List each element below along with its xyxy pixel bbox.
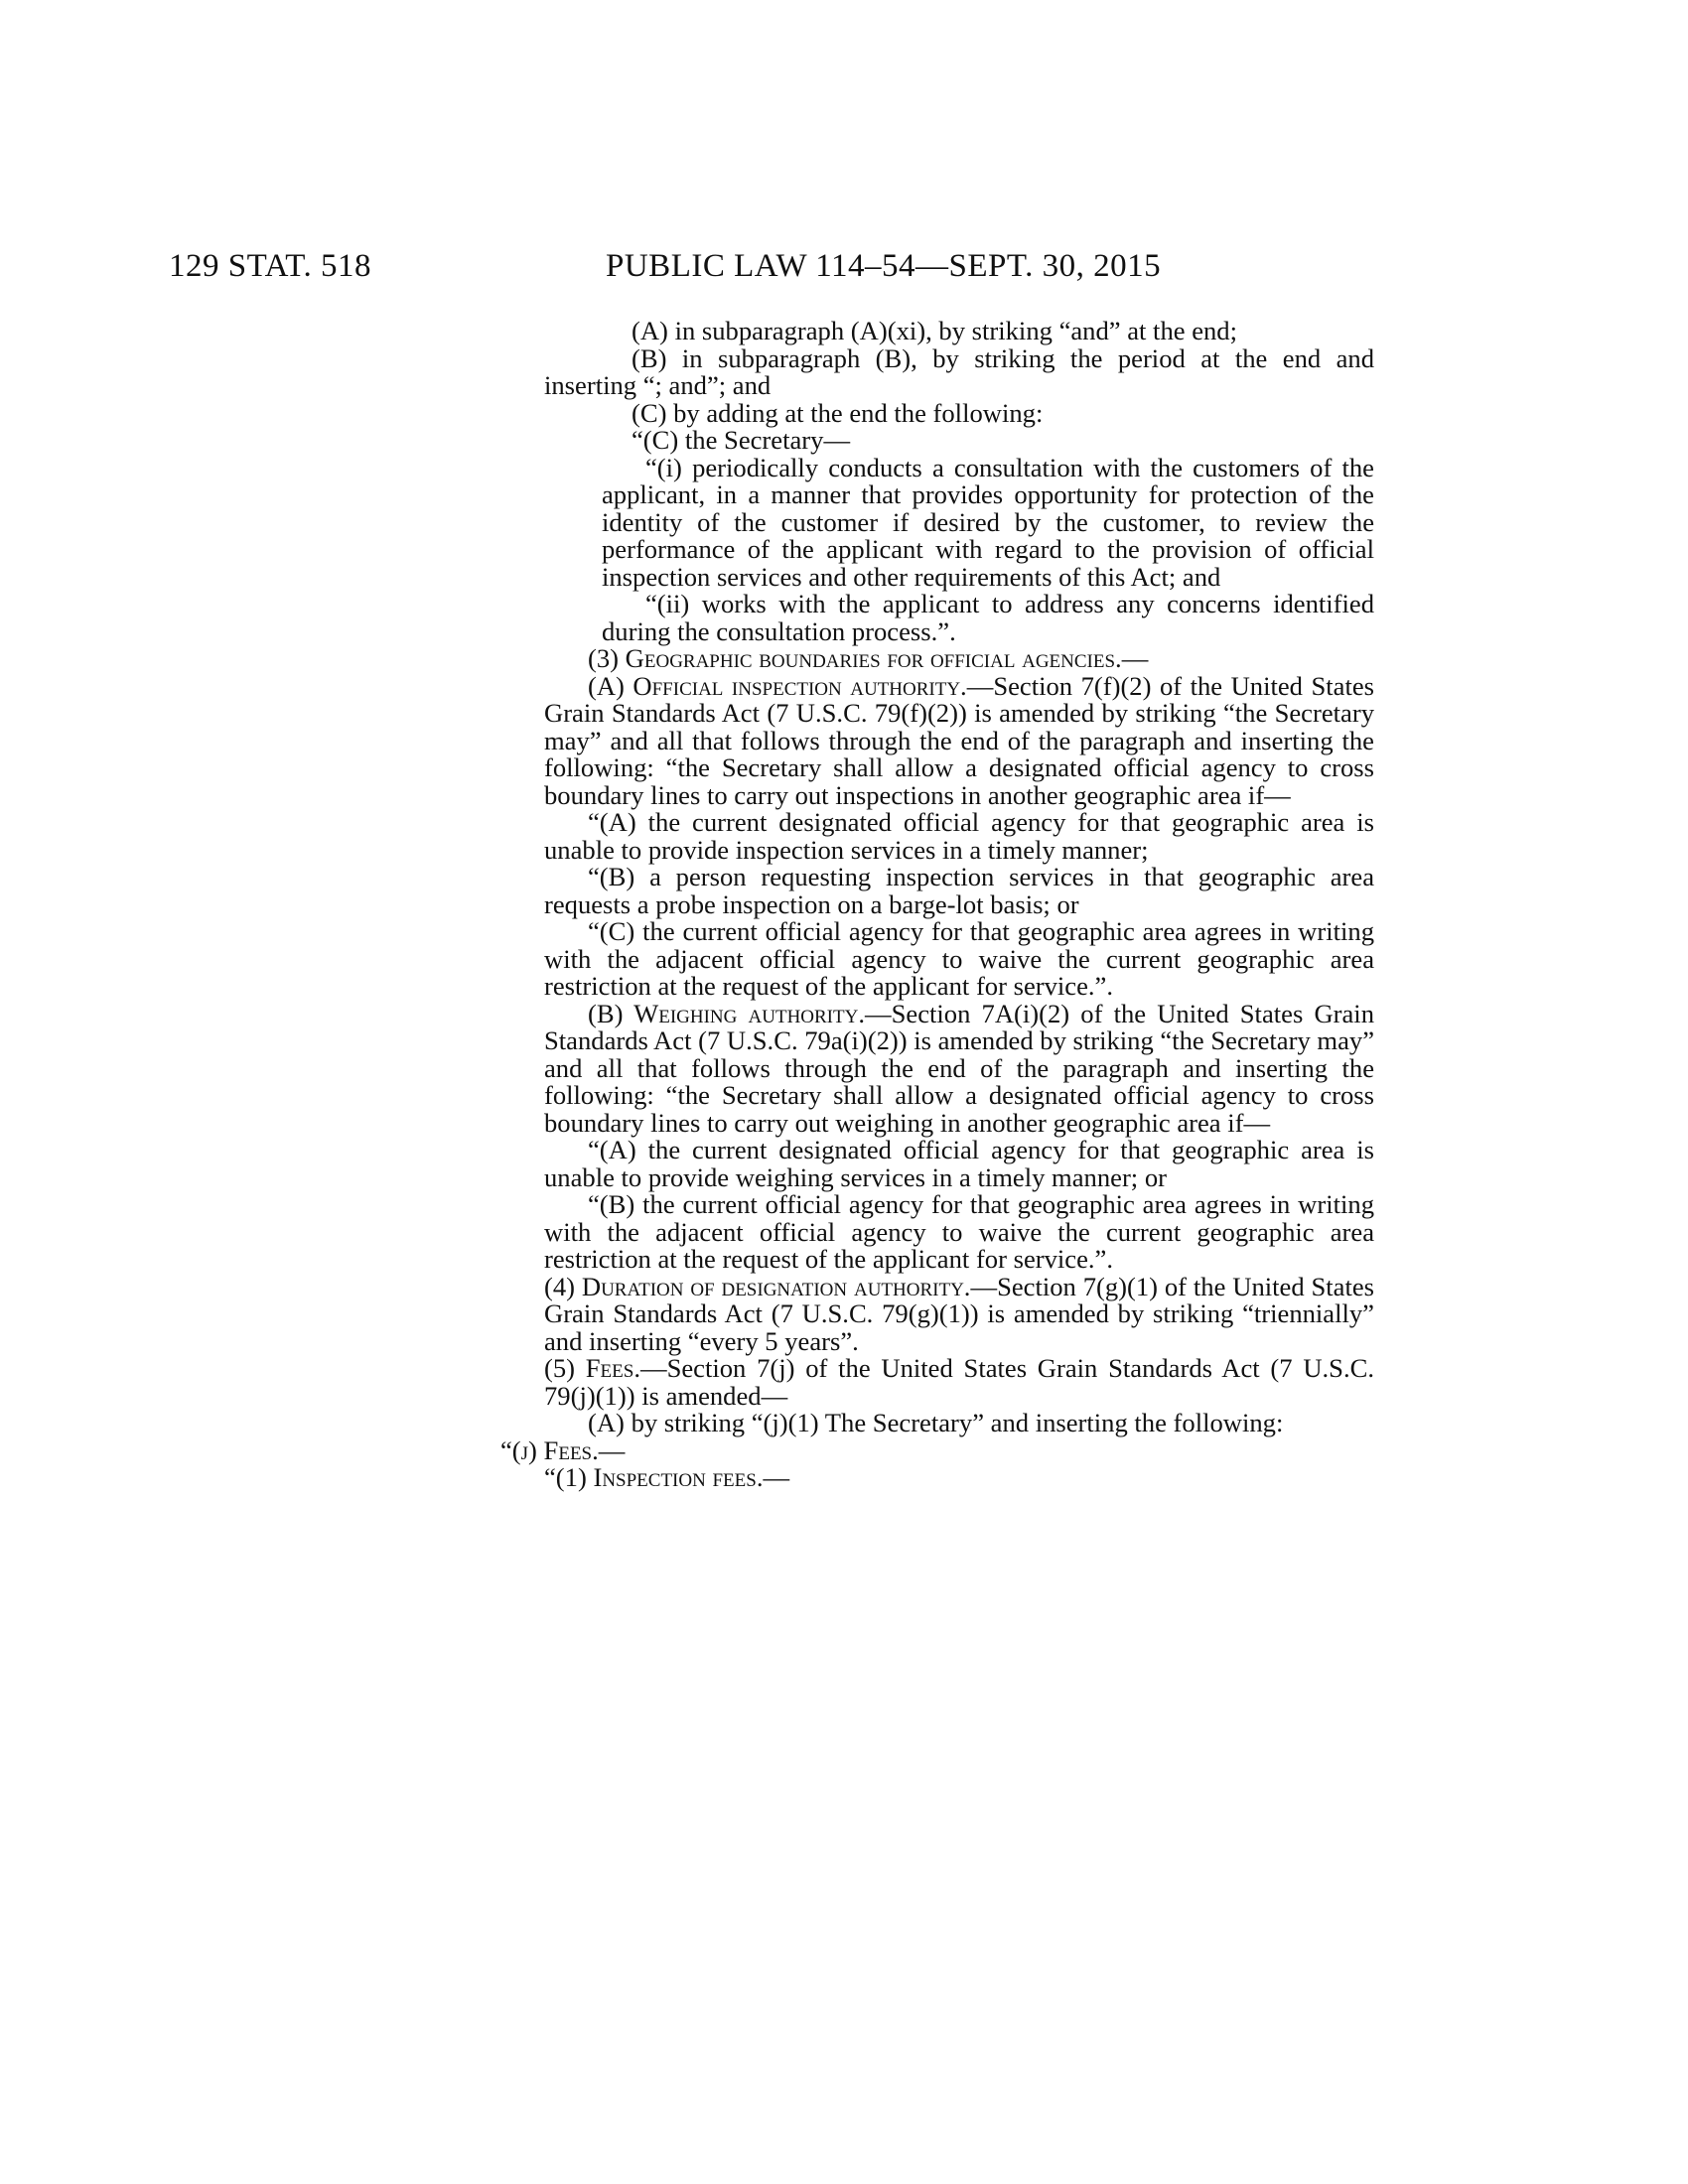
paragraph-text: “(ii) works with the applicant to address any concerns identified during the consultation process.”. [602,589,1374,646]
paragraph-text: “(C) the current official agency for that geographic area agrees in writing with the adjacent official agency to waive the current geographic area restriction at the request of the applicant for service.”. [544,916,1374,1001]
paragraph-text: (B) in subparagraph (B), by striking the period at the end and inserting “; and”; and [544,342,1374,400]
paragraph [544,1191,1374,1274]
paragraph [544,864,1374,918]
paragraph [544,998,1375,1138]
paragraph-text: “(A) the current designated official agency for that geographic area is unable to provide inspection services in a timely manner; [544,807,1374,865]
paragraph [544,397,1374,428]
paragraph [544,1355,1374,1410]
document-body [500,316,1375,1492]
paragraph-heading: “(1) Inspection fees.— [544,1462,790,1492]
paragraph [544,1464,1374,1492]
paragraph-text: “(A) the current designated official agency for that geographic area is unable to provide weighing services in a timely manner; or [544,1135,1374,1192]
paragraph [544,645,1374,673]
paragraph-heading: (4) Duration of designation authority.— [544,1271,998,1301]
paragraph-text: Section 7A(i)(2) of the United States Grain Standards Act (7 U.S.C. 79a(i)(2)) is amended by striking “the Secretary may” and all that follows through the end of the paragraph and inserting the following: “the Secretary shall allow a designated official agency to cross boundary lines to carry out weighing in another geographic area if— [544,998,1375,1138]
paragraph-heading: (5) Fees.— [544,1353,667,1383]
paragraph [544,318,1374,345]
paragraph-text: “(B) the current official agency for that geographic area agrees in writing with the adjacent official agency to waive the current geographic area restriction at the request of the applicant for service.”. [544,1189,1374,1274]
running-header: PUBLIC LAW 114–54—SEPT. 30, 2015 [606,248,1162,284]
paragraph-heading: (B) Weighing authority.— [588,998,892,1028]
paragraph-text: Section 7(g)(1) of the United States Grain Standards Act (7 U.S.C. 79(g)(1)) is amended by striking “triennially” and inserting “every 5 years”. [544,1271,1375,1356]
paragraph [544,1410,1374,1437]
paragraph [544,809,1374,864]
paragraph-text: Section 7(j) of the United States Grain Standards Act (7 U.S.C. 79(j)(1)) is amended— [544,1353,1375,1411]
paragraph [544,670,1374,810]
paragraph [500,1434,1374,1465]
paragraph-heading: (A) Official inspection authority.— [588,670,994,701]
paragraph-heading: (3) Geographic boundaries for official agencies.— [588,643,1149,673]
paragraph [544,342,1374,400]
paragraph-text: (A) in subparagraph (A)(xi), by striking “and” at the end; [632,316,1237,345]
paragraph-text: “(i) periodically conducts a consultation with the customers of the applicant, in a manner that provides opportunity for protection of the identity of the customer if desired by the customer, to review the performance of the applicant with regard to the provision of official inspection services and other requirements of this Act; and [602,452,1374,592]
paragraph-text: (A) by striking “(j)(1) The Secretary” and inserting the following: [588,1408,1284,1437]
paragraph-text: (C) by adding at the end the following: [632,397,1044,428]
paragraph-text: Section 7(f)(2) of the United States Grain Standards Act (7 U.S.C. 79(f)(2)) is amended by striking “the Secretary may” and all that follows through the end of the paragraph and inserting the following: “the Secretary shall allow a designated official agency to cross boundary lines to carry out inspections in another geographic area if— [544,670,1374,810]
paragraph [544,427,1374,455]
paragraph [544,1271,1375,1356]
paragraph-heading: “(j) Fees.— [500,1434,626,1465]
paragraph [544,452,1374,592]
page-number: 129 STAT. 518 [169,248,372,284]
paragraph [544,918,1374,1001]
paragraph [544,591,1374,645]
paragraph-text: “(C) the Secretary— [632,425,851,455]
paragraph-text: “(B) a person requesting inspection services in that geographic area requests a probe inspection on a barge-lot basis; or [544,862,1374,919]
paragraph [544,1137,1374,1191]
